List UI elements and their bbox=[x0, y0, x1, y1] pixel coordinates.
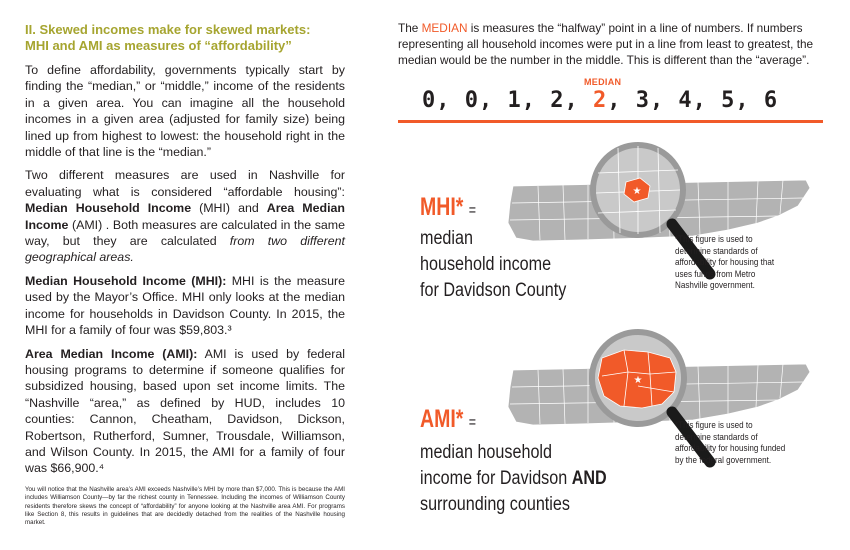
median-word: MEDIAN bbox=[421, 21, 468, 35]
ami-definition-text: AMI is used by federal housing programs to determine if someone qualifies for subsidized housing, based upon set income limits. The “Nashville “area,” as defined by HUD, includes 10 counties: Cannon, Cheatham, Davidson, Dickson, Robertson, Rutherford, Sumner, Trousdale, Williamson, and Wilson County. In 2015, the AMI for a family of four was $66,900.⁴ bbox=[25, 346, 345, 476]
mhi-label bbox=[420, 193, 476, 222]
mhi-paragraph bbox=[25, 273, 345, 339]
ami-desc-and: AND bbox=[571, 468, 607, 489]
divider-line bbox=[398, 120, 823, 123]
star-icon: ★ bbox=[632, 186, 642, 197]
mhi-note: *This figure is used to determine standards of affordability for housing that uses funds from Metro Nashville government. bbox=[675, 234, 775, 291]
mhi-term: Median Household Income bbox=[25, 201, 192, 216]
star-icon-2: ★ bbox=[633, 375, 643, 386]
intro-paragraph: To define affordability, governments typically start by finding the “median,” or “middle,” income of the residents in a given area. You can imagine all the household incomes in a given area (adjusted for family size) being lined up from highest to lowest: the household right in the middle of that line is the “median.” bbox=[25, 63, 345, 160]
right-column bbox=[398, 0, 828, 550]
median-number: 2 bbox=[592, 88, 608, 113]
ami-equals: = bbox=[468, 414, 477, 431]
mhi-desc-line-2: household income bbox=[420, 254, 552, 275]
mhi-label-text: MHI* bbox=[420, 193, 464, 221]
section-heading bbox=[25, 22, 345, 54]
mhi-definition-text: MHI is the measure used by the Mayor’s Office. MHI only looks at the median income for households in Davidson County. In 2015, the MHI for a family of four was $59,803.³ bbox=[25, 273, 345, 338]
measures-text-e: (AMI) . Both measures are calculated in the same way, but they are calculated bbox=[25, 217, 345, 249]
ami-label-text: AMI* bbox=[420, 405, 464, 433]
ami-definition-term: Area Median Income (AMI): bbox=[25, 346, 198, 361]
intro-text-a: The bbox=[398, 21, 422, 35]
heading-line-1: II. Skewed incomes make for skewed markets: bbox=[25, 22, 311, 37]
ami-description bbox=[420, 440, 607, 518]
ami-desc-line-2 bbox=[420, 466, 607, 492]
ami-label bbox=[420, 405, 476, 434]
footnote: You will notice that the Nashville area’s AMI exceeds Nashville’s MHI by more than $7,000. This is because the AMI includes Williamson County—by far the richest county in Tennessee. Including the incomes of Williamson County residents therefore skews the concept of “affordability” for anyone looking at the Nashville area AMI. For programs like Section 8, this results in guidelines that are decidedly detached from the realities of the Nashville housing market. bbox=[25, 485, 345, 527]
mhi-desc-line-3: for Davidson County bbox=[420, 280, 567, 301]
measures-paragraph bbox=[25, 167, 345, 265]
heading-line-2: MHI and AMI as measures of “affordability” bbox=[25, 38, 292, 53]
numbers-before: 0, 0, 1, 2, bbox=[422, 88, 593, 113]
median-tag: MEDIAN bbox=[584, 77, 622, 87]
measures-text-a: Two different measures are used in Nashville for evaluating what is considered “affordable housing”: bbox=[25, 168, 345, 199]
mhi-desc-line-1: median bbox=[420, 228, 473, 249]
ami-desc-line-1: median household bbox=[420, 442, 553, 463]
mhi-definition-term: Median Household Income (MHI): bbox=[25, 273, 227, 288]
left-column bbox=[25, 22, 345, 528]
mhi-description bbox=[420, 226, 566, 304]
measures-text-f: from two different geographical areas. bbox=[25, 234, 345, 265]
number-line bbox=[422, 88, 778, 113]
numbers-after: , 3, 4, 5, 6 bbox=[607, 88, 779, 113]
measures-text-c: (MHI) and bbox=[191, 201, 267, 216]
ami-desc-line-2a: income for Davidson bbox=[420, 468, 572, 489]
intro-text-b: is measures the “halfway” point in a line of numbers. If numbers representing all household incomes were put in a line from least to greatest, the median would be the number in the middle. This is different than the “average”. bbox=[398, 21, 814, 67]
ami-note: *This figure is used to determine standards of affordability for housing funded by the federal government. bbox=[675, 420, 786, 466]
ami-paragraph bbox=[25, 346, 345, 477]
median-explanation bbox=[398, 20, 823, 68]
mhi-equals: = bbox=[468, 202, 477, 219]
ami-desc-line-3: surrounding counties bbox=[420, 494, 570, 515]
ami-term: Area Median Income bbox=[25, 201, 345, 232]
